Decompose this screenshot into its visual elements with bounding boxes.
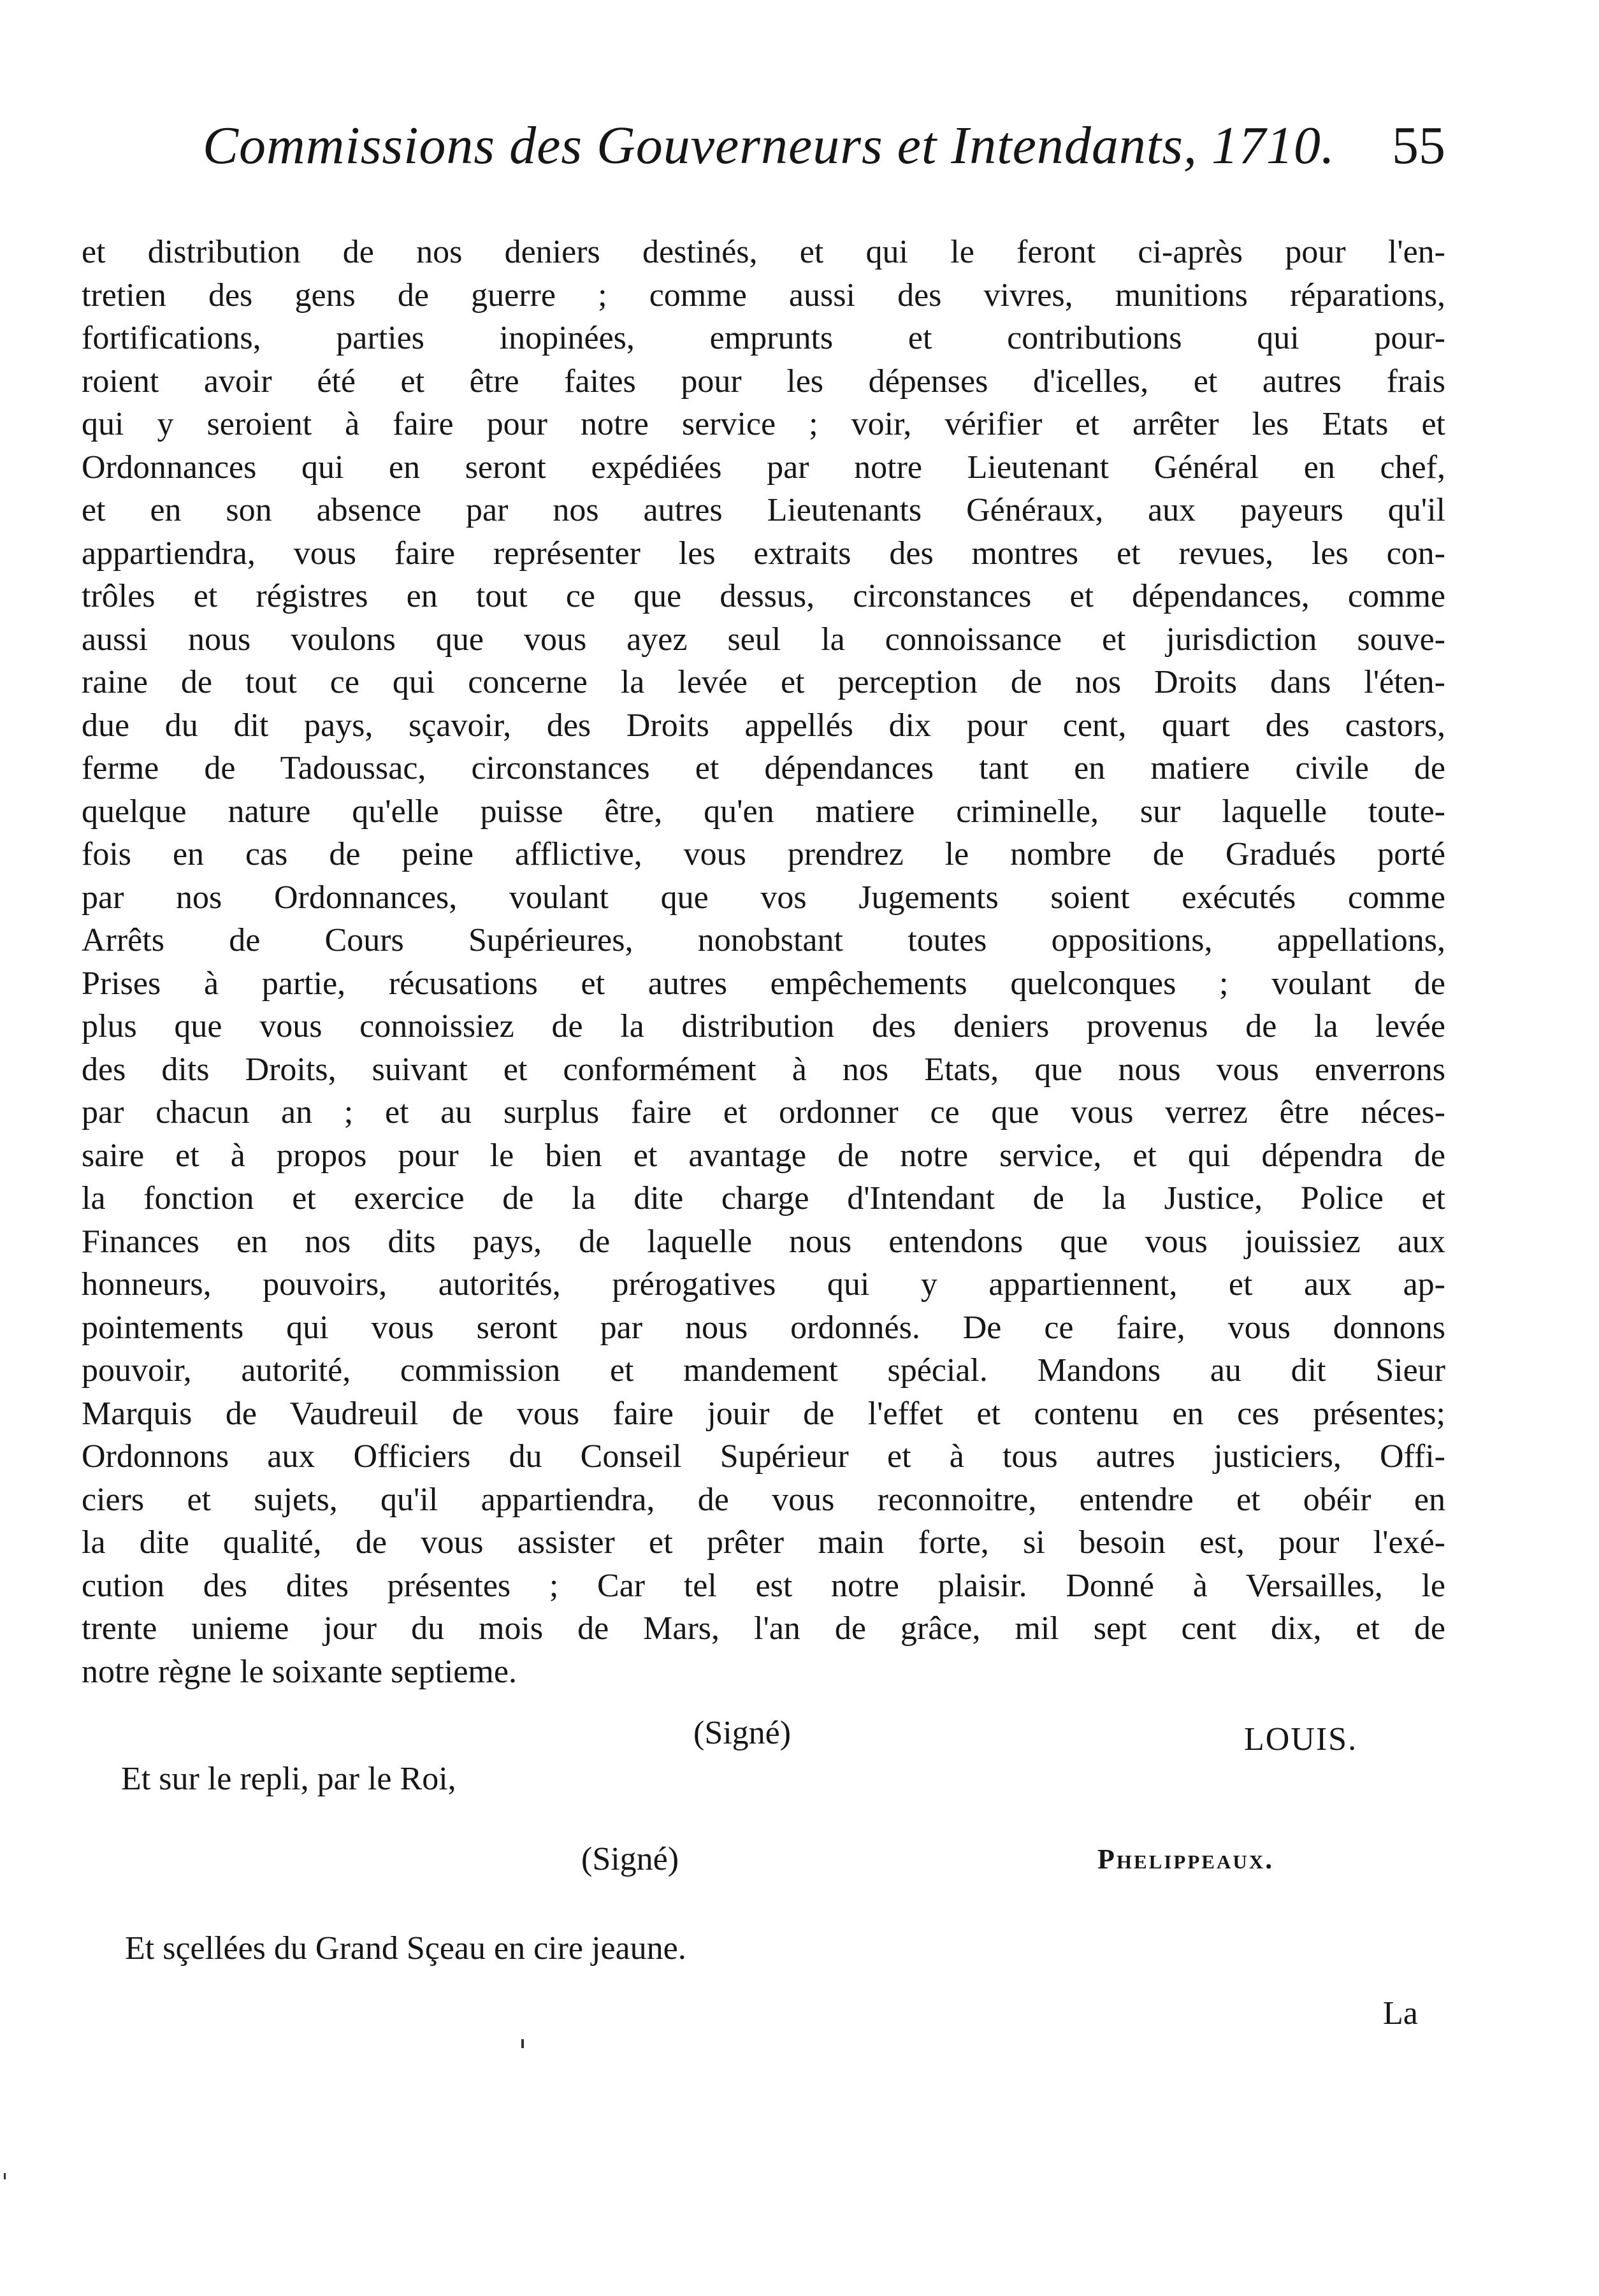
running-title: Commissions des Gouverneurs et Intendants, 1710. — [203, 116, 1335, 175]
text-line: la dite qualité, de vous assister et prêter main forte, si besoin est, pour l'exé- — [82, 1524, 1445, 1561]
text-line: Finances en nos dits pays, de laquelle nous entendons que vous jouissiez aux — [82, 1223, 1445, 1260]
catchword: La — [1383, 1995, 1418, 2032]
repli-text: Et sur le repli, par le Roi, — [121, 1761, 456, 1797]
text-line: cution des dites présentes ; Car tel est notre plaisir. Donné à Versailles, le — [82, 1567, 1445, 1604]
text-line: plus que vous connoissiez de la distribution des deniers provenus de la levée — [82, 1008, 1445, 1044]
running-header — [203, 115, 1445, 191]
text-line: Prises à partie, récusations et autres empêchements quelconques ; voulant de — [82, 965, 1445, 1002]
text-line: par nos Ordonnances, voulant que vos Jugements soient exécutés comme — [82, 879, 1445, 916]
text-line: la fonction et exercice de la dite charge d'Intendant de la Justice, Police et — [82, 1180, 1445, 1217]
text-line: fortifications, parties inopinées, emprunts et contributions qui pour- — [82, 320, 1445, 356]
text-line: ferme de Tadoussac, circonstances et dépendances tant en matiere civile de — [82, 750, 1445, 786]
secretary-signature: Phelippeaux. — [1097, 1844, 1275, 1875]
text-line: Arrêts de Cours Supérieures, nonobstant toutes oppositions, appellations, — [82, 922, 1445, 958]
text-line: pouvoir, autorité, commission et mandement spécial. Mandons au dit Sieur — [82, 1352, 1445, 1389]
signe-label: (Signé) — [581, 1841, 679, 1877]
text-line: des dits Droits, suivant et conformément à nos Etats, que nous vous enverrons — [82, 1051, 1445, 1088]
text-line: appartiendra, vous faire représenter les extraits des montres et revues, les con- — [82, 535, 1445, 572]
text-line: et en son absence par nos autres Lieutenants Généraux, aux payeurs qu'il — [82, 492, 1445, 528]
text-line: fois en cas de peine afflictive, vous prendrez le nombre de Gradués porté — [82, 836, 1445, 872]
text-line: roient avoir été et être faites pour les dépenses d'icelles, et autres frais — [82, 363, 1445, 400]
text-line: pointements qui vous seront par nous ordonnés. De ce faire, vous donnons — [82, 1309, 1445, 1346]
text-line: saire et à propos pour le bien et avantage de notre service, et qui dépendra de — [82, 1137, 1445, 1174]
text-line: trôles et régistres en tout ce que dessus, circonstances et dépendances, comme — [82, 578, 1445, 614]
text-line: quelque nature qu'elle puisse être, qu'en matiere criminelle, sur laquelle toute- — [82, 793, 1445, 830]
text-line: trente unieme jour du mois de Mars, l'an de grâce, mil sept cent dix, et de — [82, 1610, 1445, 1647]
body-text — [82, 231, 1445, 1693]
text-line: ciers et sujets, qu'il appartiendra, de vous reconnoitre, entendre et obéir en — [82, 1481, 1445, 1518]
text-line: due du dit pays, sçavoir, des Droits appellés dix pour cent, quart des castors, — [82, 707, 1445, 744]
text-line: Marquis de Vaudreuil de vous faire jouir de l'effet et contenu en ces présentes; — [82, 1395, 1445, 1432]
signe-label: (Signé) — [693, 1715, 792, 1751]
text-line: qui y seroient à faire pour notre service ; voir, vérifier et arrêter les Etats et — [82, 406, 1445, 442]
text-line: raine de tout ce qui concerne la levée et perception de nos Droits dans l'éten- — [82, 664, 1445, 700]
ink-speck — [4, 2173, 6, 2179]
text-line: Ordonnances qui en seront expédiées par notre Lieutenant Général en chef, — [82, 449, 1445, 486]
text-line: honneurs, pouvoirs, autorités, prérogatives qui y appartiennent, et aux ap- — [82, 1266, 1445, 1303]
king-signature: LOUIS. — [1244, 1721, 1358, 1758]
text-line: par chacun an ; et au surplus faire et ordonner ce que vous verrez être néces- — [82, 1094, 1445, 1130]
text-line: Ordonnons aux Officiers du Conseil Supérieur et à tous autres justiciers, Offi- — [82, 1438, 1445, 1475]
page-number: 55 — [1392, 116, 1445, 175]
text-line: notre règne le soixante septieme. — [82, 1653, 517, 1690]
text-line: aussi nous voulons que vous ayez seul la connoissance et jurisdiction souve- — [82, 621, 1445, 658]
ink-speck — [521, 2039, 524, 2048]
text-line: et distribution de nos deniers destinés, et qui le feront ci-après pour l'en- — [82, 234, 1445, 270]
seal-text: Et sçellées du Grand Sçeau en cire jeaune. — [125, 1930, 686, 1967]
text-line: tretien des gens de guerre ; comme aussi des vivres, munitions réparations, — [82, 277, 1445, 314]
